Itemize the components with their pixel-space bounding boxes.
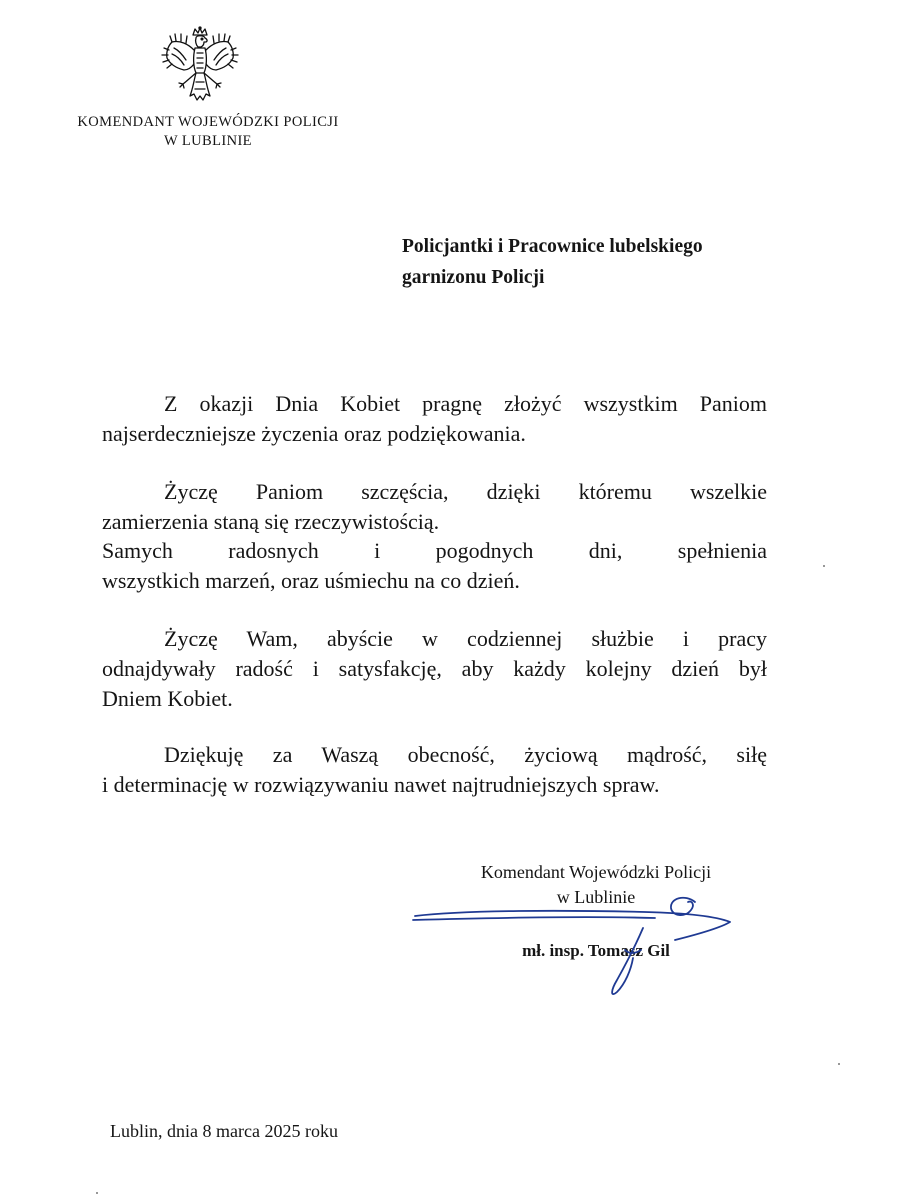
closing-title-2: w Lublinie bbox=[556, 887, 636, 907]
addressee-line-2: garnizonu Policji bbox=[402, 267, 545, 288]
handwritten-signature-icon bbox=[405, 880, 750, 1000]
scan-speck bbox=[823, 565, 825, 567]
polish-eagle-emblem-icon bbox=[160, 26, 240, 104]
paragraph-line: odnajdywały radość i satysfakcję, aby każdy kolejny dzień był bbox=[102, 656, 767, 681]
paragraph-5 bbox=[102, 740, 767, 800]
closing-title-1: Komendant Wojewódzki Policji bbox=[480, 862, 712, 882]
paragraph-line: najserdeczniejsze życzenia oraz podziękowania. bbox=[102, 421, 526, 446]
paragraph-1 bbox=[102, 389, 767, 449]
paragraph-line: zamierzenia staną się rzeczywistością. bbox=[102, 509, 440, 534]
scan-speck bbox=[96, 1192, 98, 1194]
paragraph-line: Dziękuję za Waszą obecność, życiową mądrość, siłę bbox=[164, 742, 767, 767]
letterhead-line-1: KOMENDANT WOJEWÓDZKI POLICJI bbox=[77, 114, 339, 130]
letterhead-line-2: W LUBLINIE bbox=[164, 133, 252, 149]
paragraph-line: Z okazji Dnia Kobiet pragnę złożyć wszystkim Paniom bbox=[164, 391, 767, 416]
addressee-line-1: Policjantki i Pracownice lubelskiego bbox=[402, 236, 703, 257]
addressee-block bbox=[402, 231, 703, 293]
paragraph-line: Samych radosnych i pogodnych dni, spełnienia bbox=[102, 538, 767, 563]
paragraph-2 bbox=[102, 477, 767, 537]
paragraph-line: Dniem Kobiet. bbox=[102, 686, 233, 711]
paragraph-line: i determinację w rozwiązywaniu nawet najtrudniejszych spraw. bbox=[102, 772, 660, 797]
paragraph-line: Życzę Paniom szczęścia, dzięki któremu wszelkie bbox=[164, 479, 767, 504]
paragraph-3 bbox=[102, 536, 767, 596]
scan-speck bbox=[838, 1063, 840, 1065]
paragraph-line: Życzę Wam, abyście w codziennej służbie i pracy bbox=[164, 626, 767, 651]
date-line: Lublin, dnia 8 marca 2025 roku bbox=[110, 1121, 338, 1141]
signer-name: mł. insp. Tomasz Gil bbox=[522, 941, 670, 960]
letterhead bbox=[40, 113, 376, 151]
paragraph-line: wszystkich marzeń, oraz uśmiechu na co dzień. bbox=[102, 568, 520, 593]
paragraph-4 bbox=[102, 624, 767, 714]
